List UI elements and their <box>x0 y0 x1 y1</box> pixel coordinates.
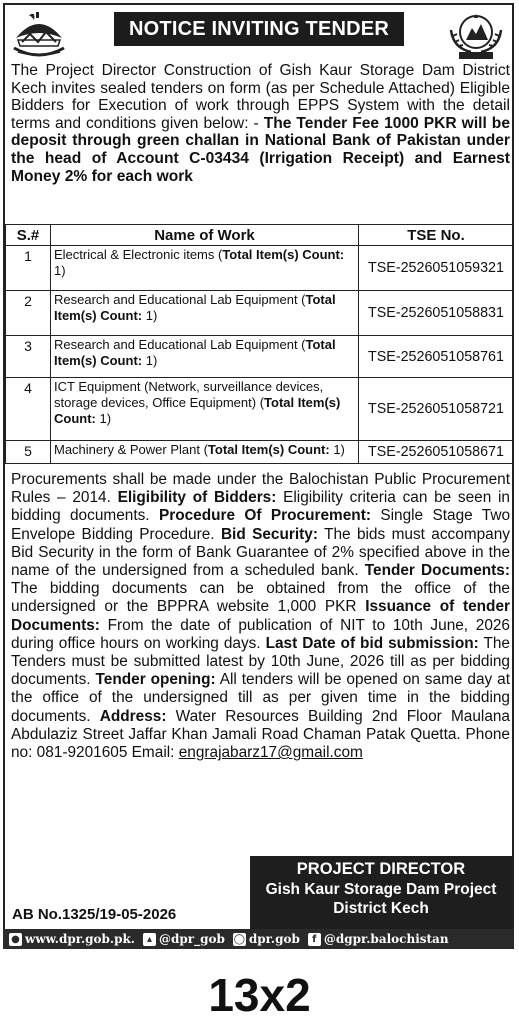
col-sn: S.# <box>6 225 51 246</box>
social-bar <box>3 929 514 949</box>
dpr-emblem-icon <box>445 10 507 62</box>
row-tse: TSE-2526051058761 <box>359 336 514 378</box>
count-value: 1) <box>329 442 345 457</box>
twitter-text: @dpr_gob <box>159 932 225 946</box>
count-label: Total Item(s) Count: <box>54 292 336 323</box>
issuance-text: From the date of publication of NIT to 10th June, 2026 during office hours on working days. <box>11 616 510 652</box>
eligibility-text: Eligibility criteria can be seen in bidding documents. <box>11 489 510 525</box>
work-name: ICT Equipment (Network, surveillance devices, storage devices, Office Equipment) ( <box>54 379 324 410</box>
row-tse: TSE-2526051058671 <box>359 441 514 464</box>
col-work: Name of Work <box>51 225 359 246</box>
row-work <box>51 246 359 291</box>
pd-district: District Kech <box>333 900 429 917</box>
facebook-text: @dgpr.balochistan <box>323 932 449 946</box>
row-sn: 2 <box>6 291 51 336</box>
table-row <box>6 291 514 336</box>
opening-text: All tenders will be opened on same day at the office of the undersigned till as per given time in the bidding documents. <box>11 671 510 725</box>
col-tse: TSE No. <box>359 225 514 246</box>
table-row <box>6 378 514 441</box>
work-name: Research and Educational Lab Equipment ( <box>54 292 306 307</box>
pd-title: PROJECT DIRECTOR <box>296 860 466 878</box>
count-value: 1) <box>95 411 112 426</box>
row-sn: 1 <box>6 246 51 291</box>
row-sn: 3 <box>6 336 51 378</box>
row-work <box>51 378 359 441</box>
pd-project: Gish Kaur Storage Dam Project <box>265 881 497 898</box>
procedure-text: Single Stage Two Envelope Bidding Procedure. <box>11 507 510 543</box>
website-text: www.dpr.gob.pk. <box>25 932 135 946</box>
documents-text: The bidding documents can be obtained from the office of the undersigned or the BPPRA website 1,000 PKR <box>11 580 510 616</box>
count-value: 1) <box>142 308 158 323</box>
balochistan-emblem-icon <box>10 8 68 62</box>
social-facebook[interactable] <box>308 932 449 946</box>
twitter-icon: ▴ <box>143 933 156 946</box>
address-heading: Address: <box>99 707 167 725</box>
work-name: Machinery & Power Plant ( <box>54 442 208 457</box>
count-value: 1) <box>54 263 66 278</box>
table-row <box>6 336 514 378</box>
security-text: The bids must accompany Bid Security in the form of Bank Guarantee of 2% specified above in the name of the undersigned from a scheduled bank. <box>11 525 510 580</box>
count-label: Total Item(s) Count: <box>54 337 336 368</box>
documents-heading: Tender Documents: <box>364 562 510 580</box>
ab-number: AB No.1325/19-05-2026 <box>12 906 177 923</box>
row-work <box>51 291 359 336</box>
work-name: Research and Educational Lab Equipment ( <box>54 337 306 352</box>
row-work <box>51 441 359 464</box>
row-tse: TSE-2526051058721 <box>359 378 514 441</box>
table-row <box>6 441 514 464</box>
social-twitter[interactable] <box>143 932 225 946</box>
globe-icon: ● <box>9 933 22 946</box>
project-director-block <box>250 856 512 932</box>
works-table <box>5 224 514 464</box>
row-tse: TSE-2526051059321 <box>359 246 514 291</box>
security-heading: Bid Security: <box>220 525 318 543</box>
email-link[interactable]: engrajabarz17@gmail.com <box>178 744 363 762</box>
work-name: Electrical & Electronic items ( <box>54 247 223 262</box>
header <box>6 6 511 62</box>
ad-size-label: 13x2 <box>208 969 311 1021</box>
table-header-row <box>6 225 514 246</box>
row-work <box>51 336 359 378</box>
intro-text: The Project Director Construction of Gish Kaur Storage Dam District Kech invites sealed tenders on form (as per Schedule Attached) Eligible Bidders for Execution of work through EPPS System with the detail terms and conditions given below: - <box>11 62 510 132</box>
row-tse: TSE-2526051058831 <box>359 291 514 336</box>
table-row <box>6 246 514 291</box>
lastdate-text: The Tenders must be submitted latest by 10th June, 2026 till as per bidding documents. <box>11 634 510 689</box>
facebook-icon: f <box>308 933 321 946</box>
social-instagram[interactable] <box>233 932 300 946</box>
intro-fee-text: The Tender Fee 1000 PKR will be deposit through green challan in National Bank of Pakistan under the head of Account C-03434 (Irrigation Receipt) and Earnest Money 2% for each work <box>11 114 510 185</box>
procedure-heading: Procedure Of Procurement: <box>158 507 371 525</box>
count-label: Total Item(s) Count: <box>54 395 341 426</box>
row-sn: 4 <box>6 378 51 441</box>
count-label: Total Item(s) Count: <box>207 442 330 457</box>
opening-heading: Tender opening: <box>95 671 216 689</box>
notice-title: NOTICE INVITING TENDER <box>114 12 404 46</box>
address-text: Water Resources Building 2nd Floor Maulana Abdulaziz Street Jaffar Khan Jamali Road Chaman Patak Quetta. Phone no: 081-9201605 Email: <box>11 707 510 762</box>
terms-paragraph <box>11 471 510 762</box>
terms-text: Procurements shall be made under the Balochistan Public Procurement Rules – 2014. <box>11 471 510 507</box>
count-label: Total Item(s) Count: <box>222 247 345 262</box>
issuance-heading: Issuance of tender Documents: <box>11 598 510 634</box>
social-website[interactable] <box>9 932 135 946</box>
lastdate-heading: Last Date of bid submission: <box>265 634 479 652</box>
count-value: 1) <box>142 353 158 368</box>
intro-paragraph <box>11 62 510 185</box>
row-sn: 5 <box>6 441 51 464</box>
eligibility-heading: Eligibility of Bidders: <box>117 489 277 507</box>
instagram-text: dpr.gob <box>248 932 300 946</box>
instagram-icon: ◯ <box>233 933 245 945</box>
